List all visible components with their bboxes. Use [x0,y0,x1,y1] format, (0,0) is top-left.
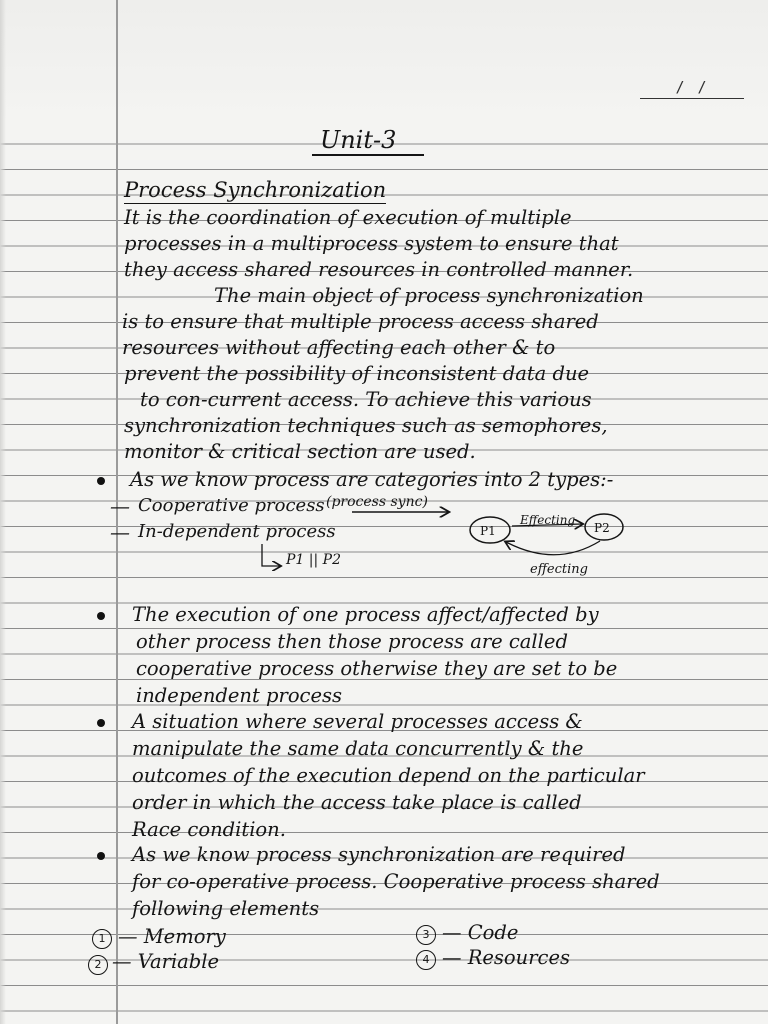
bullet-line: The execution of one process affect/affected by [132,603,599,626]
bullet-dot [97,852,105,860]
effecting-label-bottom: effecting [530,562,588,577]
bullet-line: independent process [136,684,343,707]
bullet-line: for co-operative process. Cooperative process shared [132,870,660,893]
dash-marker: — [110,520,130,544]
element-label-resources: — Resources [442,946,571,969]
types-bullet-line: As we know process are categories into 2 types:- [130,468,614,491]
independent-example: P1 || P2 [286,552,341,568]
element-label-memory: — Memory [118,925,226,948]
dash-marker: — [110,494,130,518]
intro-line: they access shared resources in controlled manner. [124,258,634,281]
bullet-line: Race condition. [132,818,286,841]
element-label-variable: — Variable [112,950,220,973]
bullet-line: manipulate the same data concurrently & the [132,737,584,760]
objective-line: synchronization techniques such as semophores, [124,414,608,437]
effecting-label-top: Effecting [520,513,576,527]
p1-label: P1 [480,524,496,538]
intro-line: processes in a multiprocess system to ensure that [124,232,619,255]
objective-line: prevent the possibility of inconsistent data due [124,362,590,385]
element-label-code: — Code [442,921,519,944]
independent-process-label: In-dependent process [138,521,336,542]
unit-title: Unit-3 [320,126,397,154]
objective-line: resources without affecting each other & to [122,336,556,359]
intro-line: It is the coordination of execution of multiple [124,206,572,229]
process-sync-note: (process sync) [326,494,428,510]
bullet-dot [97,612,105,620]
bullet-line: order in which the access take place is called [132,791,582,814]
objective-line: to con-current access. To achieve this various [140,388,592,411]
bullet-line: cooperative process otherwise they are set to be [136,657,618,680]
objective-line: monitor & critical section are used. [124,440,476,463]
bullet-line: following elements [132,897,320,920]
bullet-line: A situation where several processes access & [132,710,583,733]
independent-arrow [262,544,280,566]
element-number: 1 [92,929,112,949]
objective-line: The main object of process synchronization [214,284,644,307]
effecting-arrow-bottom [506,541,600,555]
element-number: 4 [416,950,436,970]
section-heading: Process Synchronization [124,178,387,202]
bullet-dot [97,719,105,727]
bullet-line: outcomes of the execution depend on the particular [132,764,645,787]
bullet-line: As we know process synchronization are required [132,843,626,866]
objective-line: is to ensure that multiple process access shared [122,310,599,333]
p2-label: P2 [594,521,610,535]
cooperative-process-label: Cooperative process [138,495,325,516]
element-number: 2 [88,955,108,975]
date-field: / / [640,78,744,99]
bullet-line: other process then those process are called [136,630,568,653]
element-number: 3 [416,925,436,945]
